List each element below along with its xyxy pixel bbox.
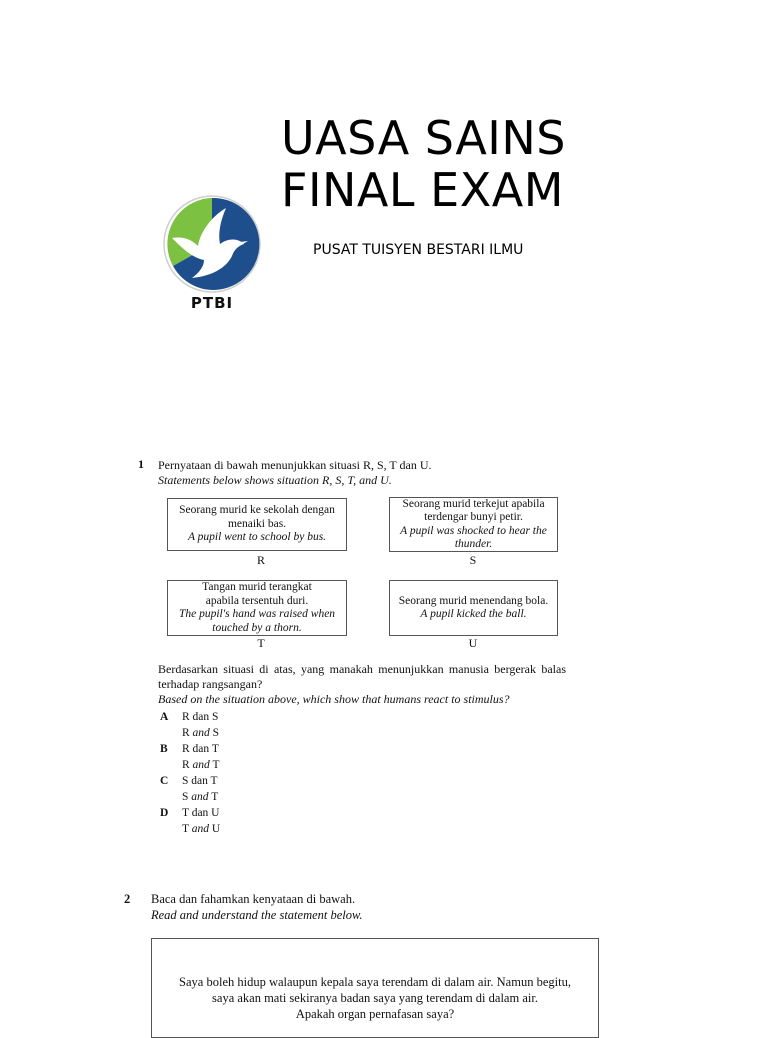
situation-text-ms: Seorang murid menendang bola. (398, 594, 549, 607)
situation-text-en: A pupil kicked the ball. (420, 608, 527, 620)
option-text-ms: T dan U (182, 807, 220, 819)
question-number: 1 (138, 457, 144, 471)
option-c[interactable] (182, 774, 218, 805)
option-text-ms: R dan T (182, 743, 219, 755)
option-a[interactable] (182, 710, 219, 741)
q1-question-ms-line2: terhadap rangsangan? (158, 677, 263, 691)
statement-line-2: saya akan mati sekiranya badan saya yang terendam di dalam air. (212, 991, 538, 1005)
ptbi-logo (162, 194, 262, 316)
situation-label: R (256, 553, 265, 567)
option-text-ms: S dan T (182, 775, 218, 787)
situation-text-ms: Seorang murid ke sekolah dengan menaiki bas. (179, 504, 335, 530)
option-d[interactable] (182, 806, 220, 837)
situation-text-en: A pupil was shocked to hear the thunder. (400, 524, 547, 550)
option-letter-c: C (160, 775, 169, 787)
situation-text-en: A pupil went to school by bus. (187, 531, 327, 544)
question-number: 2 (124, 892, 131, 906)
option-text-en: S and T (182, 790, 219, 803)
situation-box-r (167, 498, 347, 551)
title-line-2: FINAL EXAM (281, 163, 564, 217)
page-title (281, 112, 566, 216)
situation-text-ms: Tangan murid terangkat apabila tersentuh duri. (202, 581, 312, 607)
option-text-en: R and S (182, 726, 220, 739)
situation-label: T (257, 636, 265, 650)
option-b[interactable] (182, 742, 220, 773)
situation-box-s (389, 497, 558, 552)
option-letter-b: B (160, 743, 168, 755)
statement-line-1: Saya boleh hidup walaupun kepala saya terendam di dalam air. Namun begitu, (179, 975, 571, 989)
page-subtitle: PUSAT TUISYEN BESTARI ILMU (313, 242, 524, 258)
situation-label: S (469, 553, 477, 567)
option-letter-a: A (160, 711, 169, 723)
q2-stem-en: Read and understand the statement below. (151, 908, 363, 922)
q1-question-en: Based on the situation above, which show that humans react to stimulus? (158, 692, 510, 706)
situation-text-ms: Seorang murid terkejut apabila terdengar bunyi petir. (402, 497, 545, 523)
option-text-en: T and U (182, 822, 221, 835)
q2-stem-ms: Baca dan fahamkan kenyataan di bawah. (151, 892, 356, 906)
situation-text-en: The pupil's hand was raised when touched by a thorn. (178, 608, 336, 634)
statement-line-3: Apakah organ pernafasan saya? (295, 1007, 455, 1021)
logo-text: PTBI (190, 294, 234, 312)
situation-box-t (167, 580, 347, 636)
q1-stem-ms: Pernyataan di bawah menunjukkan situasi R, S, T dan U. (158, 458, 432, 472)
option-text-en: R and T (182, 758, 220, 771)
situation-label: U (468, 636, 478, 650)
option-letter-d: D (160, 807, 169, 819)
option-text-ms: R dan S (182, 711, 219, 723)
situation-box-u (389, 580, 558, 636)
q1-question-ms-line1: Berdasarkan situasi di atas, yang manakah menunjukkan manusia bergerak balas (158, 662, 566, 676)
q1-stem-en: Statements below shows situation R, S, T, and U. (158, 473, 392, 487)
title-line-1: UASA SAINS (281, 111, 566, 165)
